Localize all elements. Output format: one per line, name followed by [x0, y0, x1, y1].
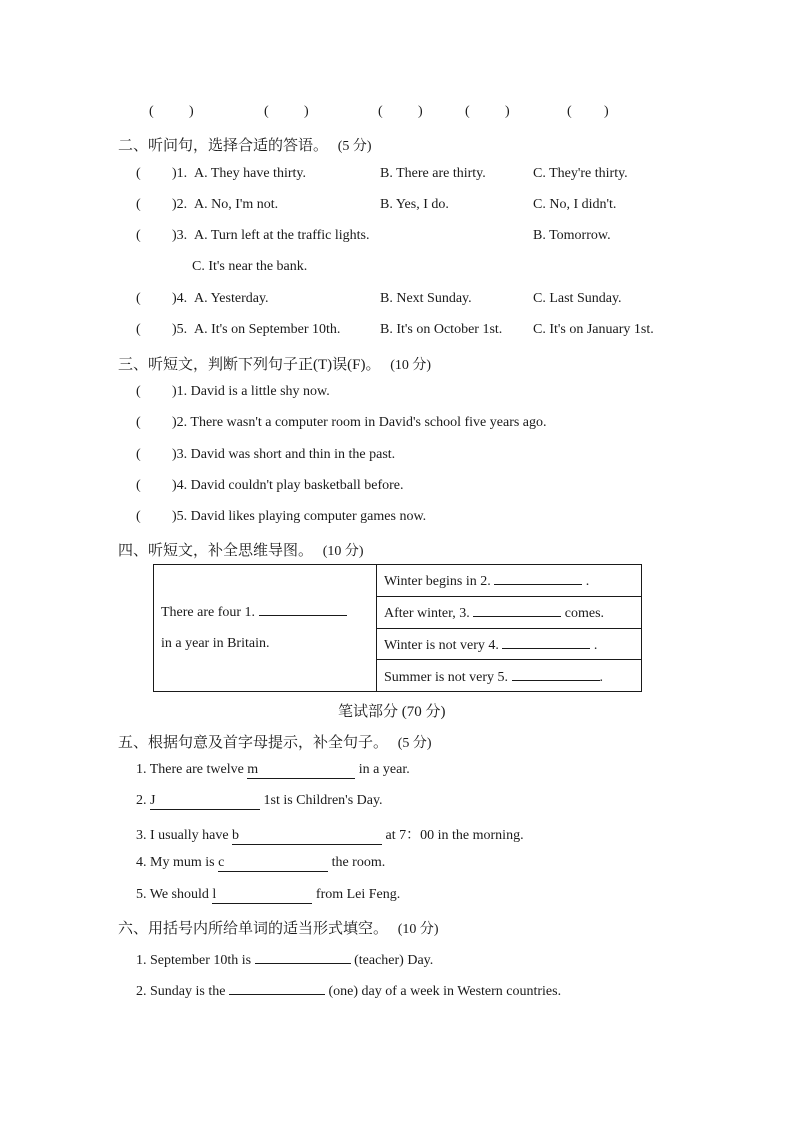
sentence-end: at 7：00 in the morning.: [382, 828, 524, 843]
option-a: A. It's on September 10th.: [194, 322, 341, 337]
answer-paren: (: [136, 447, 141, 462]
sentence-end: the room.: [328, 855, 386, 870]
paren-open: (: [264, 104, 269, 119]
option-b: B. Yes, I do.: [380, 197, 449, 212]
answer-blank-4[interactable]: [502, 634, 590, 649]
option-c: C. It's on January 1st.: [533, 322, 654, 337]
answer-blank-1[interactable]: [259, 601, 347, 616]
section4-title: 四、听短文，补全思维导图。: [118, 543, 314, 559]
section6-title: 六、用括号内所给单词的适当形式填空。: [118, 921, 389, 937]
answer-paren: (: [136, 415, 141, 430]
section6-item-1: [136, 949, 433, 969]
section2-heading: [118, 134, 372, 155]
paren-open: (: [149, 104, 154, 119]
mind-map-branch-2: [377, 596, 642, 628]
section4-score: (10 分): [322, 544, 364, 559]
mind-map-center: [154, 565, 377, 692]
section5-title: 五、根据句意及首字母提示，补全句子。: [118, 735, 389, 751]
initial-letter: l: [212, 887, 217, 902]
answer-paren: (: [136, 509, 141, 524]
option-b: B. Tomorrow.: [533, 228, 611, 243]
statement: )2. There wasn't a computer room in David's school five years ago.: [172, 415, 547, 430]
sentence-start: 4. My mum is: [136, 855, 219, 870]
sentence-start: 1. There are twelve: [136, 762, 248, 777]
statement: )5. David likes playing computer games now.: [172, 509, 427, 524]
sentence-end: (one) day of a week in Western countries.: [328, 984, 562, 999]
answer-paren: (: [136, 384, 141, 399]
mind-map-center-text-2: in a year in Britain.: [161, 636, 270, 651]
option-a: A. Turn left at the traffic lights.: [194, 228, 370, 243]
statement: )3. David was short and thin in the past.: [172, 447, 396, 462]
answer-blank[interactable]: [247, 762, 355, 779]
mind-map-branch-3: [377, 628, 642, 660]
answer-paren: (: [136, 291, 141, 306]
option-c: C. They're thirty.: [533, 166, 628, 181]
answer-blank[interactable]: [212, 887, 312, 904]
branch-text: Summer is not very 5.: [384, 669, 509, 685]
sentence-start: 1. September 10th is: [136, 953, 252, 968]
mind-map-branch-4: [377, 660, 642, 692]
sentence-start: 3. I usually have: [136, 828, 233, 843]
item-number: )3.: [172, 228, 188, 243]
paren-close: ): [505, 104, 510, 119]
section3-title: 三、听短文，判断下列句子正(T)误(F)。: [118, 357, 381, 373]
item-number: )4.: [172, 291, 188, 306]
option-b: B. Next Sunday.: [380, 291, 472, 306]
section6-heading: [118, 917, 439, 938]
branch-text: After winter, 3.: [384, 606, 470, 622]
branch-text: Winter is not very 4.: [384, 637, 499, 653]
section3-score: (10 分): [390, 358, 432, 373]
section6-score: (10 分): [397, 922, 439, 937]
answer-blank-5[interactable]: [512, 666, 600, 681]
answer-blank[interactable]: [229, 980, 325, 995]
initial-letter: c: [218, 855, 225, 870]
option-c: C. No, I didn't.: [533, 197, 617, 212]
option-a: A. Yesterday.: [194, 291, 269, 306]
answer-blank[interactable]: [255, 949, 351, 964]
section5-item-4: [136, 855, 385, 872]
section5-heading: [118, 731, 432, 752]
paren-close: ): [189, 104, 194, 119]
section2-title: 二、听问句，选择合适的答语。: [118, 138, 329, 154]
branch-text-end: comes.: [564, 606, 605, 622]
option-c: C. Last Sunday.: [533, 291, 622, 306]
answer-blank[interactable]: [232, 828, 382, 845]
paren-open: (: [465, 104, 470, 119]
paren-open: (: [567, 104, 572, 119]
section5-score: (5 分): [397, 736, 432, 751]
mind-map-center-text: There are four 1.: [161, 605, 256, 620]
section5-item-1: [136, 762, 410, 779]
paren-close: ): [304, 104, 309, 119]
sentence-end: in a year.: [355, 762, 410, 777]
answer-blank[interactable]: [218, 855, 328, 872]
option-c: C. It's near the bank.: [192, 259, 308, 274]
answer-blank-3[interactable]: [473, 602, 561, 617]
section6-item-2: [136, 980, 561, 1000]
initial-letter: m: [247, 762, 259, 777]
option-b: B. It's on October 1st.: [380, 322, 503, 337]
mind-map-table: [153, 564, 642, 692]
item-number: )1.: [172, 166, 188, 181]
sentence-start: 2.: [136, 793, 150, 808]
branch-text: Winter begins in 2.: [384, 574, 491, 590]
option-b: B. There are thirty.: [380, 166, 486, 181]
section4-heading: [118, 539, 364, 560]
branch-text-end: .: [593, 637, 598, 653]
answer-paren: (: [136, 197, 141, 212]
paren-open: (: [378, 104, 383, 119]
section5-item-3: [136, 824, 524, 845]
branch-text-end: .: [599, 669, 604, 685]
sentence-start: 5. We should: [136, 887, 213, 902]
initial-letter: b: [232, 828, 240, 843]
statement: )1. David is a little shy now.: [172, 384, 330, 399]
paren-close: ): [604, 104, 609, 119]
option-a: A. No, I'm not.: [194, 197, 279, 212]
answer-blank-2[interactable]: [494, 570, 582, 585]
answer-paren: (: [136, 478, 141, 493]
paren-close: ): [418, 104, 423, 119]
branch-text-end: .: [585, 574, 590, 590]
sentence-end: from Lei Feng.: [312, 887, 401, 902]
written-part-title: 笔试部分 (70 分): [338, 704, 446, 720]
section5-item-5: [136, 887, 400, 904]
section5-item-2: [136, 793, 383, 810]
sentence-start: 2. Sunday is the: [136, 984, 226, 999]
item-number: )5.: [172, 322, 188, 337]
sentence-end: 1st is Children's Day.: [260, 793, 383, 808]
option-a: A. They have thirty.: [194, 166, 306, 181]
mind-map-branch-1: [377, 565, 642, 597]
answer-paren: (: [136, 228, 141, 243]
sentence-end: (teacher) Day.: [354, 953, 434, 968]
section2-score: (5 分): [337, 139, 372, 154]
item-number: )2.: [172, 197, 188, 212]
answer-paren: (: [136, 166, 141, 181]
answer-blank[interactable]: [150, 793, 260, 810]
initial-letter: J: [150, 793, 156, 808]
section3-heading: [118, 353, 431, 374]
answer-paren: (: [136, 322, 141, 337]
statement: )4. David couldn't play basketball before.: [172, 478, 404, 493]
